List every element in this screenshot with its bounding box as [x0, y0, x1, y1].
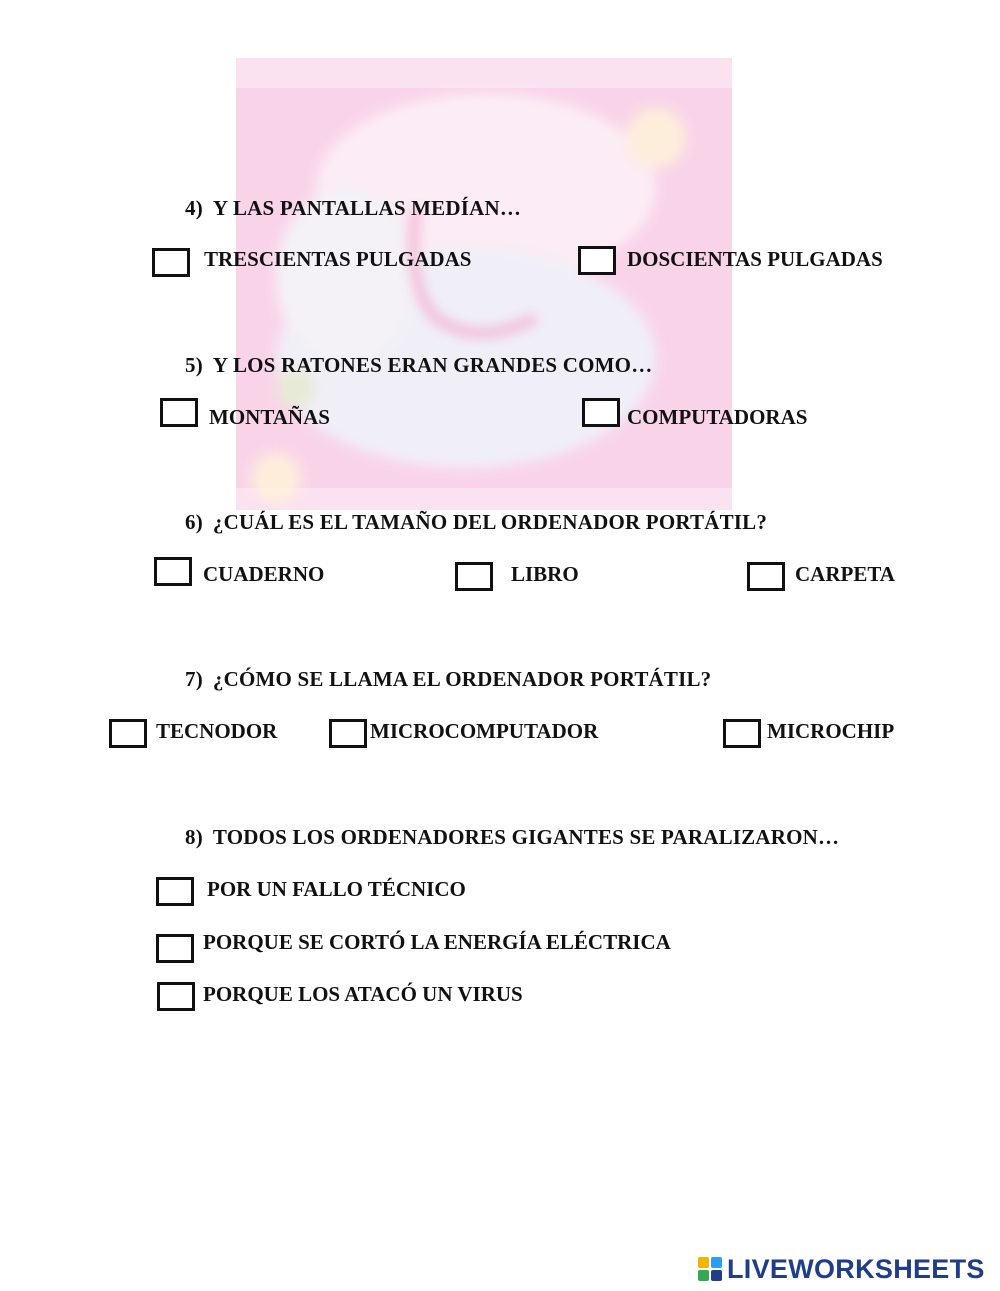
liveworksheets-brand[interactable] [697, 1254, 985, 1284]
background-illustration [236, 58, 732, 510]
question-text: TODOS LOS ORDENADORES GIGANTES SE PARALIZARON… [212, 825, 840, 849]
checkbox-montanas[interactable] [160, 398, 198, 427]
checkbox-carpeta[interactable] [747, 562, 785, 591]
question-number: 5) [185, 353, 203, 377]
checkbox-energia-electrica[interactable] [156, 934, 194, 963]
checkbox-computadoras[interactable] [582, 398, 620, 427]
checkbox-tecnodor[interactable] [109, 719, 147, 748]
option-label: TECNODOR [156, 719, 278, 743]
checkbox-cuaderno[interactable] [154, 557, 192, 586]
option-label: CARPETA [795, 562, 895, 586]
option-label: MICROCOMPUTADOR [370, 719, 599, 743]
question-4 [185, 196, 521, 221]
question-text: Y LOS RATONES ERAN GRANDES COMO… [212, 353, 653, 377]
option-label: LIBRO [511, 562, 579, 586]
question-text: Y LAS PANTALLAS MEDÍAN… [212, 196, 522, 220]
checkbox-microcomputador[interactable] [329, 719, 367, 748]
question-number: 4) [185, 196, 203, 220]
brand-name: LIVEWORKSHEETS [727, 1253, 985, 1284]
question-8 [185, 825, 839, 850]
checkbox-fallo-tecnico[interactable] [156, 877, 194, 906]
liveworksheets-logo-icon [697, 1256, 723, 1282]
checkbox-libro[interactable] [455, 562, 493, 591]
option-label: COMPUTADORAS [627, 405, 808, 429]
option-label: TRESCIENTAS PULGADAS [204, 247, 472, 271]
checkbox-microchip[interactable] [723, 719, 761, 748]
option-label: PORQUE LOS ATACÓ UN VIRUS [203, 982, 523, 1006]
question-5 [185, 353, 652, 378]
question-6 [185, 510, 767, 535]
question-number: 7) [185, 667, 203, 691]
question-text: ¿CUÁL ES EL TAMAÑO DEL ORDENADOR PORTÁTIL? [212, 510, 768, 534]
question-7 [185, 667, 711, 692]
option-label: POR UN FALLO TÉCNICO [207, 877, 466, 901]
checkbox-virus[interactable] [157, 982, 195, 1011]
question-number: 6) [185, 510, 203, 534]
checkbox-trescientas-pulgadas[interactable] [152, 248, 190, 277]
question-text: ¿CÓMO SE LLAMA EL ORDENADOR PORTÁTIL? [212, 667, 712, 691]
option-label: MICROCHIP [767, 719, 895, 743]
question-number: 8) [185, 825, 203, 849]
option-label: DOSCIENTAS PULGADAS [627, 247, 883, 271]
option-label: PORQUE SE CORTÓ LA ENERGÍA ELÉCTRICA [203, 930, 671, 954]
option-label: CUADERNO [203, 562, 325, 586]
option-label: MONTAÑAS [209, 405, 330, 429]
checkbox-doscientas-pulgadas[interactable] [578, 246, 616, 275]
